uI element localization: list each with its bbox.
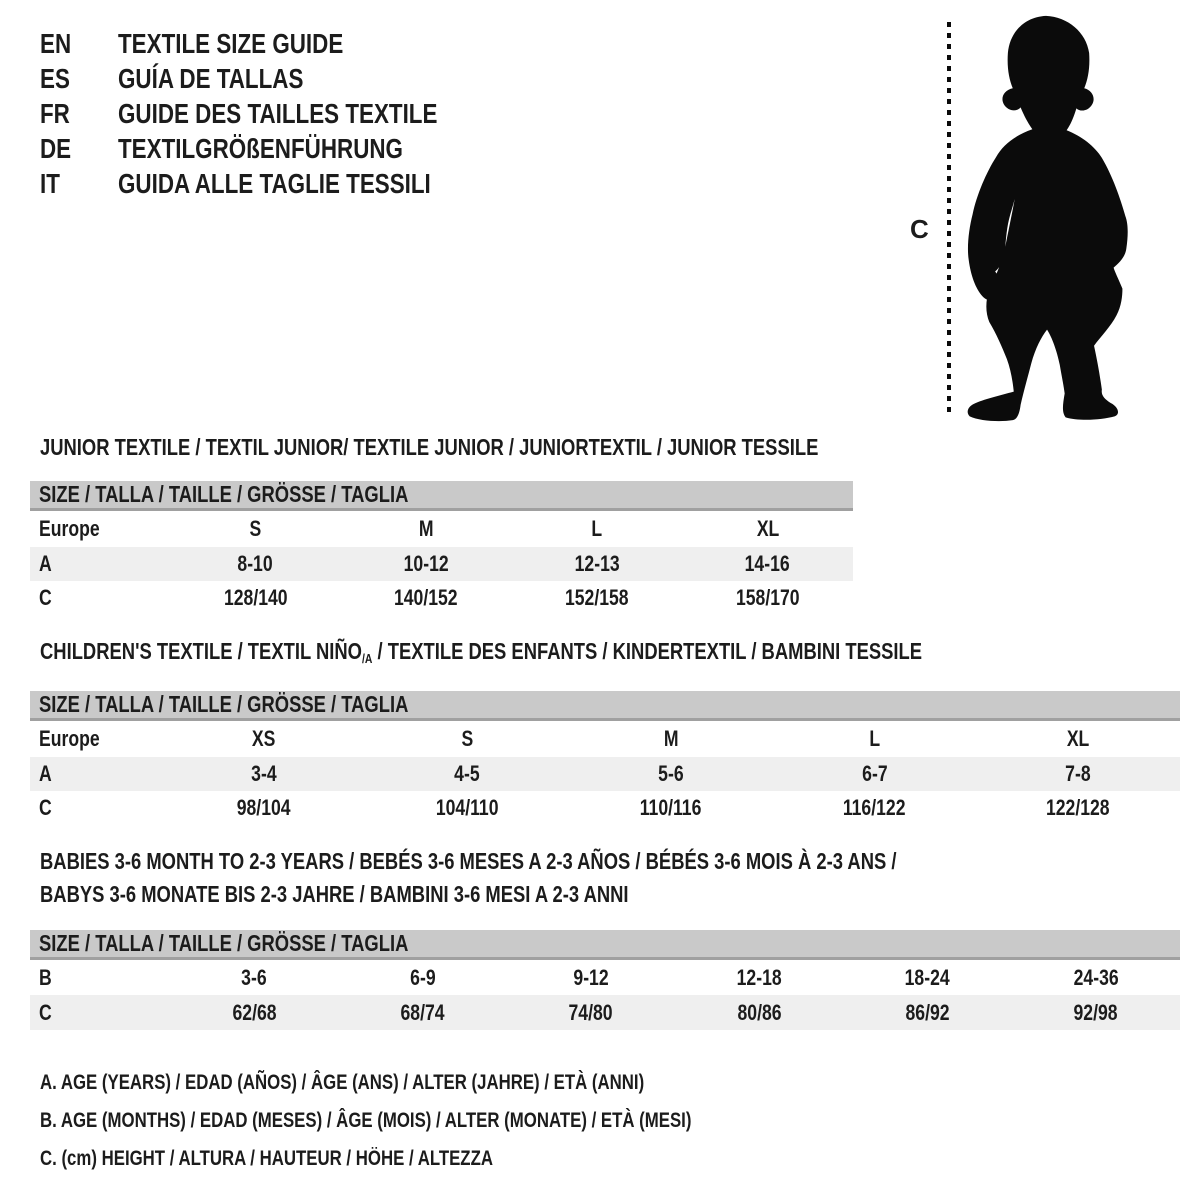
size-cell: L xyxy=(869,726,880,751)
language-label: TEXTILGRÖßENFÜHRUNG xyxy=(118,133,403,164)
language-row-en xyxy=(40,28,517,59)
table-row-c xyxy=(30,581,853,615)
value-cell: 7-8 xyxy=(1065,761,1091,786)
language-code: EN xyxy=(40,28,72,59)
value-cell: 128/140 xyxy=(223,585,288,610)
legend-line-a: A. AGE (YEARS) / EDAD (AÑOS) / ÂGE (ANS) / ALTER (JAHRE) / ETÀ (ANNI) xyxy=(40,1071,645,1094)
language-label: GUIDA ALLE TAGLIE TESSILI xyxy=(118,168,431,199)
value-cell: 14-16 xyxy=(745,551,791,576)
table-header: SIZE / TALLA / TAILLE / GRÖSSE / TAGLIA xyxy=(30,691,1180,721)
size-row xyxy=(30,721,1180,757)
table-header: SIZE / TALLA / TAILLE / GRÖSSE / TAGLIA xyxy=(30,930,1180,960)
language-code: IT xyxy=(40,168,60,199)
value-cell: 12-18 xyxy=(736,964,782,990)
junior-size-table xyxy=(30,481,853,615)
row-label: B xyxy=(39,964,52,990)
row-label: Europe xyxy=(39,726,100,751)
value-cell: 18-24 xyxy=(904,964,950,990)
measurement-legend xyxy=(40,1072,854,1186)
size-row xyxy=(30,511,853,547)
language-row-de xyxy=(40,133,517,164)
value-cell: 74/80 xyxy=(568,999,613,1025)
language-label: GUÍA DE TALLAS xyxy=(118,63,304,94)
value-cell: 9-12 xyxy=(573,964,609,990)
table-row-c xyxy=(30,791,1180,825)
size-cell: M xyxy=(418,516,434,541)
row-label: C xyxy=(39,795,52,820)
children-size-table xyxy=(30,691,1180,825)
toddler-silhouette-icon xyxy=(956,12,1142,424)
value-cell: 62/68 xyxy=(232,999,277,1025)
size-cell: S xyxy=(461,726,474,751)
legend-line-c: C. (cm) HEIGHT / ALTURA / HAUTEUR / HÖHE / ALTEZZA xyxy=(40,1147,493,1170)
row-label: A xyxy=(39,551,52,576)
value-cell: 86/92 xyxy=(905,999,950,1025)
babies-section-title-line2: BABYS 3-6 MONATE BIS 2-3 JAHRE / BAMBINI 3-6 MESI A 2-3 ANNI xyxy=(40,881,629,907)
value-cell: 98/104 xyxy=(236,795,291,820)
language-code: FR xyxy=(40,98,70,129)
legend-line-b: B. AGE (MONTHS) / EDAD (MESES) / ÂGE (MOIS) / ALTER (MONATE) / ETÀ (MESI) xyxy=(40,1109,692,1132)
value-cell: 8-10 xyxy=(237,551,273,576)
value-cell: 6-7 xyxy=(861,761,888,786)
language-row-fr xyxy=(40,98,517,129)
value-cell: 24-36 xyxy=(1073,964,1119,990)
table-row-c xyxy=(30,995,1180,1030)
value-cell: 10-12 xyxy=(403,551,449,576)
value-cell: 92/98 xyxy=(1073,999,1118,1025)
value-cell: 6-9 xyxy=(409,964,436,990)
table-row-a xyxy=(30,547,853,581)
value-cell: 140/152 xyxy=(394,585,458,610)
language-label: GUIDE DES TAILLES TEXTILE xyxy=(118,98,438,129)
babies-size-table xyxy=(30,930,1180,1030)
row-label: C xyxy=(39,585,52,610)
row-label: C xyxy=(39,999,52,1025)
value-cell: 68/74 xyxy=(400,999,445,1025)
table-row-a xyxy=(30,757,1180,791)
language-label: TEXTILE SIZE GUIDE xyxy=(118,28,344,59)
language-guide-list xyxy=(40,28,517,208)
children-section-title: CHILDREN'S TEXTILE / TEXTIL $NIÑO_{/A}$ / TEXTILE DES ENFANTS / KINDERTEXTIL / BAMBINI TESSILE xyxy=(40,638,923,666)
size-cell: XL xyxy=(1066,726,1090,751)
value-cell: 4-5 xyxy=(454,761,481,786)
toddler-silhouette-path xyxy=(968,16,1128,421)
junior-section-title: JUNIOR TEXTILE / TEXTIL JUNIOR/ TEXTILE JUNIOR / JUNIORTEXTIL / JUNIOR TESSILE xyxy=(40,434,819,460)
language-row-es xyxy=(40,63,517,94)
language-code: DE xyxy=(40,133,72,164)
row-label: A xyxy=(39,761,52,786)
height-measure-dashed-line xyxy=(947,22,951,414)
value-cell: 5-6 xyxy=(658,761,684,786)
size-cell: S xyxy=(249,516,262,541)
value-cell: 122/128 xyxy=(1046,795,1110,820)
size-cell: L xyxy=(591,516,603,541)
size-cell: XS xyxy=(252,726,276,751)
table-row-b xyxy=(30,960,1180,995)
value-cell: 12-13 xyxy=(574,551,620,576)
row-label: Europe xyxy=(39,516,100,541)
value-cell: 110/116 xyxy=(640,795,702,820)
nino-a-subscript: /A xyxy=(361,651,373,666)
value-cell: 104/110 xyxy=(436,795,499,820)
value-cell: 3-6 xyxy=(241,964,267,990)
language-row-it xyxy=(40,168,517,199)
language-code: ES xyxy=(40,63,70,94)
measure-label-c: C xyxy=(910,214,929,244)
value-cell: 80/86 xyxy=(737,999,782,1025)
value-cell: 3-4 xyxy=(251,761,277,786)
value-cell: 116/122 xyxy=(843,795,906,820)
value-cell: 152/158 xyxy=(565,585,629,610)
value-cell: 158/170 xyxy=(735,585,800,610)
babies-section-title-line1: BABIES 3-6 MONTH TO 2-3 YEARS / BEBÉS 3-6 MESES A 2-3 AÑOS / BÉBÉS 3-6 MOIS À 2-3 ANS / xyxy=(40,848,897,874)
table-header: SIZE / TALLA / TAILLE / GRÖSSE / TAGLIA xyxy=(30,481,853,511)
size-cell: XL xyxy=(756,516,779,541)
size-cell: M xyxy=(663,726,679,751)
